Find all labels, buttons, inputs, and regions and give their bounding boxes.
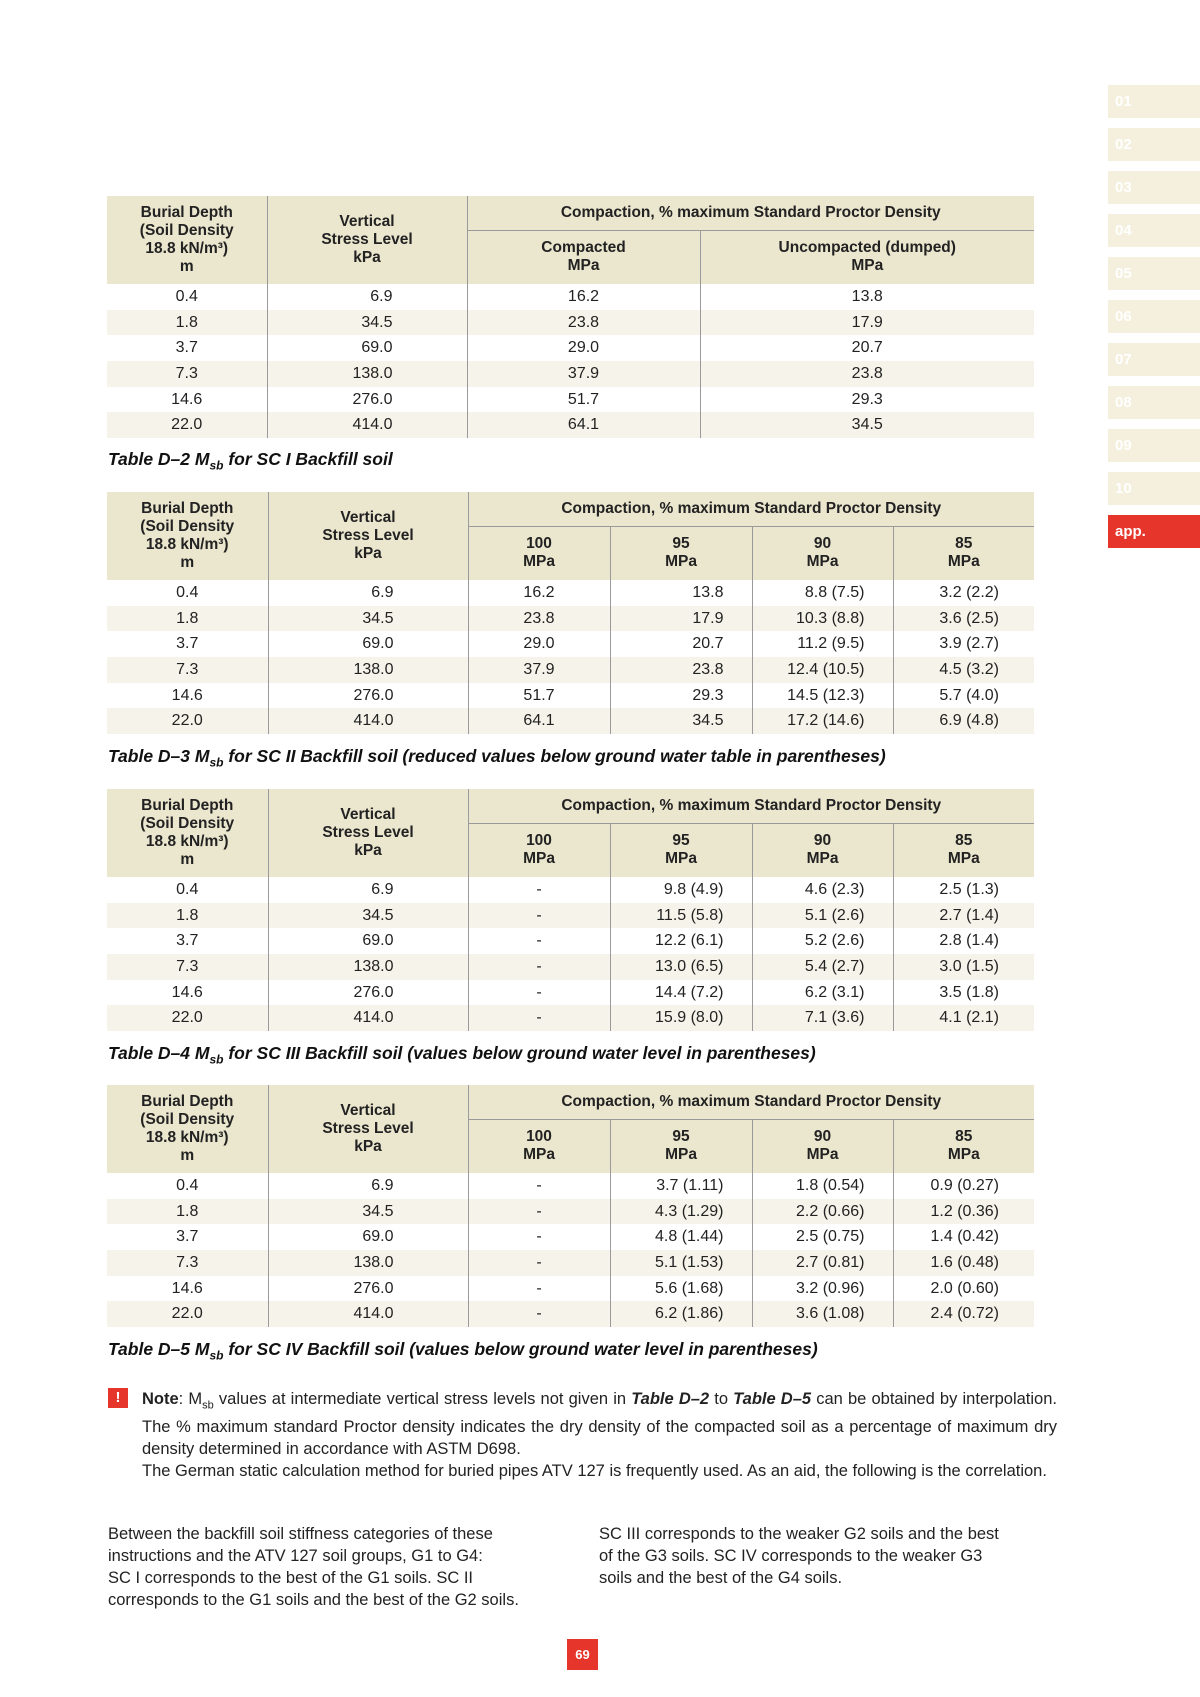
table-row	[107, 631, 1034, 657]
table-cell: 14.6	[107, 1276, 268, 1302]
table-cell: -	[468, 1199, 610, 1225]
table-cell: 64.1	[468, 708, 610, 734]
table-d5-grid	[107, 1085, 1034, 1327]
table-cell: 6.2 (1.86)	[610, 1301, 752, 1327]
table-cell: 3.2 (2.2)	[939, 583, 999, 601]
table-cell: 12.2 (6.1)	[610, 928, 752, 954]
table-cell: 0.4	[107, 580, 268, 606]
table-cell: 2.0 (0.60)	[930, 1279, 999, 1297]
header-compaction-group: Compaction, % maximum Standard Proctor Density	[467, 196, 1034, 230]
table-cell: 7.3	[107, 657, 268, 683]
table-d5-body	[107, 1173, 1034, 1327]
chapter-tab-10[interactable]: 10	[1108, 472, 1200, 505]
chapter-tab-03[interactable]: 03	[1108, 171, 1200, 204]
table-cell: 3.7	[107, 1224, 268, 1250]
table-row	[107, 606, 1034, 632]
table-cell: 7.3	[107, 954, 268, 980]
table-cell: 1.8	[107, 310, 267, 336]
header-vertical-stress: Vertical Stress Level kPa	[267, 196, 467, 284]
table-cell: 37.9	[467, 361, 700, 387]
table-cell: 14.6	[107, 683, 268, 709]
table-row	[107, 903, 1034, 929]
table-d2-caption: Table D–2 $M_{sb}$ for SC I Backfill soil	[108, 449, 393, 473]
table-d4-caption: Table D–4 $M_{sb}$ for SC III Backfill soil (values below ground water level in parentheses)	[108, 1043, 816, 1067]
table-cell: 23.8	[610, 657, 752, 683]
body-text-left: Between the backfill soil stiffness categories of these instructions and the ATV 127 soil groups, G1 to G4: SC I corresponds to the best of the G1 soils. SC II corresponds to the G1 soils and the best of the G2 soils.	[108, 1525, 519, 1609]
table-cell: 1.4 (0.42)	[930, 1228, 999, 1246]
table-cell: 23.8	[468, 606, 610, 632]
header-100: 100 MPa	[468, 526, 610, 580]
table-row	[107, 657, 1034, 683]
table-cell: 5.1 (2.6)	[752, 903, 893, 929]
table-d5	[107, 1085, 1034, 1327]
table-d4-grid	[107, 789, 1034, 1031]
table-row	[107, 580, 1034, 606]
header-90: 90 MPa	[752, 823, 893, 877]
table-cell: 51.7	[467, 387, 700, 413]
table-row	[107, 954, 1034, 980]
table-cell: 37.9	[468, 657, 610, 683]
note-ref-d5: Table D–5	[733, 1390, 812, 1408]
table-cell: -	[468, 954, 610, 980]
note-label: Note	[142, 1390, 179, 1408]
table-cell: 8.8 (7.5)	[752, 580, 893, 606]
table-cell: 16.2	[468, 580, 610, 606]
table-row	[107, 708, 1034, 734]
table-cell: 10.3 (8.8)	[752, 606, 893, 632]
header-compaction-group: Compaction, % maximum Standard Proctor Density	[468, 492, 1034, 526]
header-burial-depth: Burial Depth (Soil Density 18.8 kN/m³) m	[107, 1085, 268, 1173]
table-cell: 13.8	[610, 580, 752, 606]
table-cell: 29.3	[610, 683, 752, 709]
table-cell: 3.5 (1.8)	[939, 983, 999, 1001]
table-cell: 34.5	[610, 708, 752, 734]
table-cell: 3.6 (2.5)	[893, 606, 1034, 632]
table-cell: 276.0	[268, 980, 468, 1006]
table-cell: 138.0	[268, 1250, 468, 1276]
body-text-right: SC III corresponds to the weaker G2 soils and the best of the G3 soils. SC IV corresponds to the weaker G3 soils and the best of the G4 soils.	[599, 1525, 999, 1587]
table-cell: 29.0	[467, 335, 700, 361]
table-cell: 69.0	[268, 631, 468, 657]
table-cell: -	[468, 903, 610, 929]
table-cell: -	[468, 928, 610, 954]
table-d2-body	[107, 284, 1034, 438]
table-cell: 6.9	[267, 284, 467, 310]
table-cell: 14.5 (12.3)	[752, 683, 893, 709]
table-cell: 1.8	[107, 903, 268, 929]
header-100: 100 MPa	[468, 1119, 610, 1173]
table-cell: 3.2 (0.96)	[752, 1276, 893, 1302]
table-cell: 6.9	[268, 877, 468, 903]
table-cell: 34.5	[268, 606, 468, 632]
table-row	[107, 387, 1034, 413]
header-90: 90 MPa	[752, 1119, 893, 1173]
table-cell: 0.4	[107, 877, 268, 903]
header-vertical-stress: Vertical Stress Level kPa	[268, 492, 468, 580]
header-compacted: Compacted MPa	[467, 230, 700, 284]
table-cell: 138.0	[267, 361, 467, 387]
table-row	[107, 1173, 1034, 1199]
table-cell: 0.9 (0.27)	[930, 1176, 999, 1194]
table-cell: 34.5	[700, 412, 1034, 438]
table-cell: 3.9 (2.7)	[939, 635, 999, 653]
note-block: Note: $M_{sb}$ values at intermediate vertical stress levels not given in Table D–2 to Table D–5 can be obtained by interpolation. The % maximum standard Proctor density indicates the dry density of the compacted soil as a percentage of maximum dry density determined in accordance with ASTM D698. The German static calculation method for buried pipes ATV 127 is frequently used. As an aid, the following is the correlation.	[142, 1390, 1057, 1481]
table-cell: 3.7 (1.11)	[610, 1173, 752, 1199]
table-d4-body	[107, 877, 1034, 1031]
table-cell: 7.3	[107, 1250, 268, 1276]
table-cell: 17.2 (14.6)	[752, 708, 893, 734]
table-row	[107, 1199, 1034, 1225]
table-cell: 7.3	[107, 361, 267, 387]
table-cell: 20.7	[851, 339, 883, 357]
table-cell: 6.2 (3.1)	[752, 980, 893, 1006]
table-cell: -	[468, 980, 610, 1006]
table-cell: 4.1 (2.1)	[893, 1005, 1034, 1031]
table-cell: 23.8	[467, 310, 700, 336]
header-vertical-stress: Vertical Stress Level kPa	[268, 789, 468, 877]
table-cell: 2.8 (1.4)	[939, 932, 999, 950]
table-cell: 414.0	[268, 1301, 468, 1327]
table-cell: 64.1	[467, 412, 700, 438]
table-cell: 29.0	[468, 631, 610, 657]
table-cell: 138.0	[268, 657, 468, 683]
table-cell: 1.8	[107, 606, 268, 632]
table-cell: 6.9 (4.8)	[893, 708, 1034, 734]
table-row	[107, 412, 1034, 438]
table-cell: 15.9 (8.0)	[610, 1005, 752, 1031]
table-cell: 1.8	[107, 1199, 268, 1225]
header-95: 95 MPa	[610, 823, 752, 877]
table-d2	[107, 196, 1034, 438]
table-cell: 2.5 (1.3)	[939, 880, 999, 898]
header-compaction-group: Compaction, % maximum Standard Proctor Density	[468, 1085, 1034, 1119]
table-d4	[107, 789, 1034, 1031]
table-cell: 2.7 (0.81)	[752, 1250, 893, 1276]
table-cell: 34.5	[267, 310, 467, 336]
table-cell: 17.9	[610, 606, 752, 632]
table-cell: 3.6 (1.08)	[752, 1301, 893, 1327]
table-cell: 276.0	[267, 387, 467, 413]
chapter-tab-09[interactable]: 09	[1108, 429, 1200, 462]
table-cell: 69.0	[268, 928, 468, 954]
table-cell: 414.0	[268, 1005, 468, 1031]
table-cell: 22.0	[107, 1005, 268, 1031]
table-cell: 11.5 (5.8)	[610, 903, 752, 929]
table-cell: 0.4	[107, 1173, 268, 1199]
chapter-tab-08[interactable]: 08	[1108, 386, 1200, 419]
table-cell: 6.9	[268, 580, 468, 606]
table-cell: 414.0	[267, 412, 467, 438]
table-cell: 2.5 (0.75)	[752, 1224, 893, 1250]
header-95: 95 MPa	[610, 1119, 752, 1173]
note-ref-d2: Table D–2	[631, 1390, 710, 1408]
table-row	[107, 1224, 1034, 1250]
table-row	[107, 877, 1034, 903]
table-cell: 22.0	[107, 708, 268, 734]
table-cell: 3.7	[107, 631, 268, 657]
table-row	[107, 1276, 1034, 1302]
table-cell: 22.0	[107, 1301, 268, 1327]
warning-icon: !	[108, 1388, 128, 1408]
table-cell: 12.4 (10.5)	[752, 657, 893, 683]
table-cell: 16.2	[467, 284, 700, 310]
table-cell: 13.0 (6.5)	[610, 954, 752, 980]
table-row	[107, 1005, 1034, 1031]
chapter-tab-06[interactable]: 06	[1108, 300, 1200, 333]
table-cell: 414.0	[268, 708, 468, 734]
table-row	[107, 1250, 1034, 1276]
table-cell: 29.3	[851, 390, 883, 408]
table-cell: 22.0	[107, 412, 267, 438]
table-cell: 276.0	[268, 683, 468, 709]
table-cell: 138.0	[268, 954, 468, 980]
header-85: 85 MPa	[893, 823, 1034, 877]
table-cell: 5.2 (2.6)	[752, 928, 893, 954]
table-cell: 2.4 (0.72)	[893, 1301, 1034, 1327]
table-row	[107, 310, 1034, 336]
table-cell: 17.9	[700, 310, 1034, 336]
table-cell: 1.8 (0.54)	[752, 1173, 893, 1199]
table-cell: 1.6 (0.48)	[893, 1250, 1034, 1276]
table-cell: -	[468, 877, 610, 903]
header-vertical-stress: Vertical Stress Level kPa	[268, 1085, 468, 1173]
table-cell: 4.6 (2.3)	[752, 877, 893, 903]
table-cell: 2.2 (0.66)	[752, 1199, 893, 1225]
header-85: 85 MPa	[893, 526, 1034, 580]
header-burial-depth: Burial Depth (Soil Density 18.8 kN/m³) m	[107, 196, 267, 284]
table-cell: 11.2 (9.5)	[752, 631, 893, 657]
table-cell: 14.6	[107, 387, 267, 413]
table-cell: 3.7	[107, 928, 268, 954]
table-cell: 1.2 (0.36)	[893, 1199, 1034, 1225]
chapter-tab-app[interactable]: app.	[1108, 515, 1200, 548]
table-row	[107, 928, 1034, 954]
header-uncompacted: Uncompacted (dumped) MPa	[700, 230, 1034, 284]
table-cell: -	[468, 1224, 610, 1250]
table-cell: 34.5	[268, 1199, 468, 1225]
table-cell: 5.6 (1.68)	[610, 1276, 752, 1302]
table-cell: 69.0	[267, 335, 467, 361]
table-cell: 4.3 (1.29)	[610, 1199, 752, 1225]
table-row	[107, 683, 1034, 709]
header-90: 90 MPa	[752, 526, 893, 580]
chapter-tab-02[interactable]: 02	[1108, 128, 1200, 161]
table-cell: 276.0	[268, 1276, 468, 1302]
table-d3-caption: Table D–3 $M_{sb}$ for SC II Backfill soil (reduced values below ground water table in parentheses)	[108, 746, 886, 770]
table-d3-body	[107, 580, 1034, 734]
table-cell: 4.5 (3.2)	[893, 657, 1034, 683]
note-paragraph-2: The German static calculation method for buried pipes ATV 127 is frequently used. As an aid, the following is the correlation.	[142, 1462, 1047, 1481]
header-100: 100 MPa	[468, 823, 610, 877]
table-cell: 51.7	[468, 683, 610, 709]
table-cell: 5.1 (1.53)	[610, 1250, 752, 1276]
page-number: 69	[567, 1639, 598, 1670]
table-cell: -	[468, 1173, 610, 1199]
table-row	[107, 284, 1034, 310]
table-cell: 4.8 (1.44)	[610, 1224, 752, 1250]
header-95: 95 MPa	[610, 526, 752, 580]
table-d3-grid	[107, 492, 1034, 734]
table-cell: 6.9	[268, 1173, 468, 1199]
table-cell: 5.7 (4.0)	[939, 686, 999, 704]
header-compaction-group: Compaction, % maximum Standard Proctor Density	[468, 789, 1034, 823]
table-cell: -	[468, 1301, 610, 1327]
table-cell: -	[468, 1276, 610, 1302]
header-85: 85 MPa	[893, 1119, 1034, 1173]
chapter-nav	[1108, 85, 1200, 558]
table-row	[107, 361, 1034, 387]
table-cell: 0.4	[107, 284, 267, 310]
table-cell: 14.6	[107, 980, 268, 1006]
table-cell: 5.4 (2.7)	[752, 954, 893, 980]
chapter-tab-07[interactable]: 07	[1108, 343, 1200, 376]
table-cell: -	[468, 1005, 610, 1031]
header-burial-depth: Burial Depth (Soil Density 18.8 kN/m³) m	[107, 492, 268, 580]
chapter-tab-04[interactable]: 04	[1108, 214, 1200, 247]
table-cell: 2.7 (1.4)	[893, 903, 1034, 929]
header-burial-depth: Burial Depth (Soil Density 18.8 kN/m³) m	[107, 789, 268, 877]
table-row	[107, 335, 1034, 361]
table-cell: 9.8 (4.9)	[610, 877, 752, 903]
table-cell: 20.7	[610, 631, 752, 657]
table-d2-grid	[107, 196, 1034, 438]
table-cell: 23.8	[700, 361, 1034, 387]
chapter-tab-05[interactable]: 05	[1108, 257, 1200, 290]
table-d5-caption: Table D–5 $M_{sb}$ for SC IV Backfill soil (values below ground water level in parentheses)	[108, 1339, 818, 1363]
table-cell: 13.8	[851, 287, 883, 305]
table-cell: 3.0 (1.5)	[893, 954, 1034, 980]
table-cell: 69.0	[268, 1224, 468, 1250]
table-d3	[107, 492, 1034, 734]
chapter-tab-01[interactable]: 01	[1108, 85, 1200, 118]
table-cell: 14.4 (7.2)	[610, 980, 752, 1006]
table-cell: -	[468, 1250, 610, 1276]
table-cell: 34.5	[268, 903, 468, 929]
table-row	[107, 980, 1034, 1006]
table-row	[107, 1301, 1034, 1327]
table-cell: 7.1 (3.6)	[752, 1005, 893, 1031]
table-cell: 3.7	[107, 335, 267, 361]
